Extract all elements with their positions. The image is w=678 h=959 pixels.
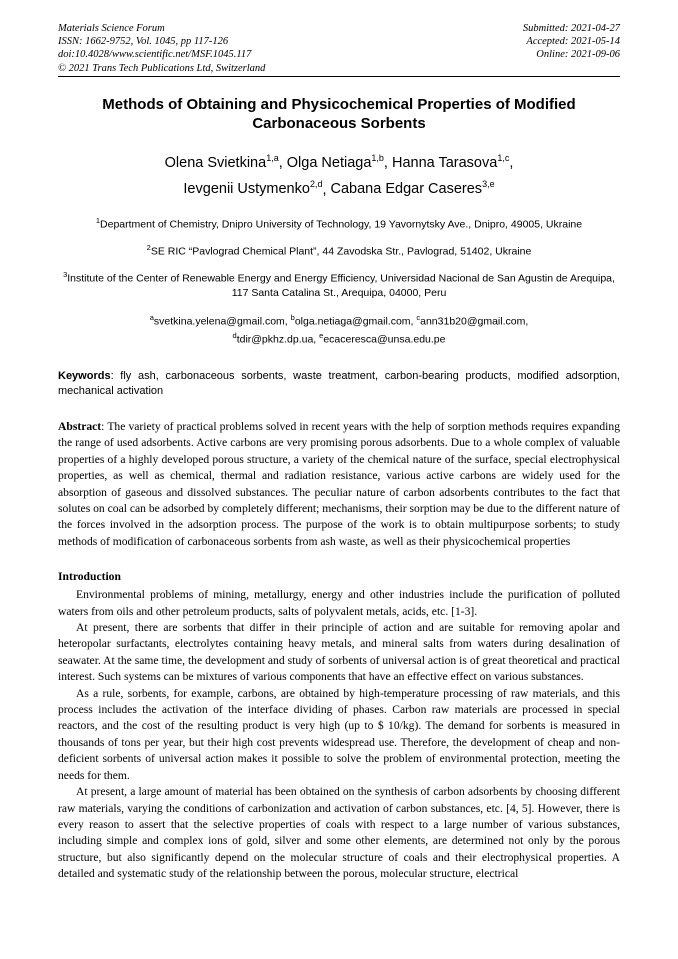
author-affiliation-marker: 1,c [497,152,510,163]
email-marker: d [232,330,237,340]
email-address[interactable]: svetkina.yelena@gmail.com, [153,315,288,328]
author [331,181,495,197]
accepted-date: Accepted: 2021-05-14 [526,36,620,48]
affiliation-marker: 3 [63,270,68,280]
author-separator: , [509,154,514,171]
author-separator: , [322,181,331,198]
introduction-heading: Introduction [58,570,121,584]
email-address[interactable]: tdir@pkhz.dp.ua, [236,333,317,346]
introduction-paragraph: At present, there are sorbents that differ in their principle of action and are suitable for removing apolar and heteropolar surfactants, electrolytes containing heavy metals, and mineral salts from waters during desalination of seawater. At the same time, the development and study of sorbents of universal action is of great theoretical and practical interest. Such systems can be mixtures of various components that have an effective effect on various substances. [58,621,620,684]
email-line-1 [58,311,620,329]
email-marker: c [416,312,421,322]
author-list [58,147,620,201]
author [286,152,384,171]
author-affiliation-marker: 1,a [266,152,279,163]
affiliation-text: SE RIC “Pavlograd Chemical Plant”, 44 Zavodska Str., Pavlograd, 51402, Ukraine [150,245,532,258]
journal-header-left [58,22,265,75]
author-name: Olena Svietkina [164,154,267,171]
affiliation-text: Department of Chemistry, Dnipro University of Technology, 19 Yavornytsky Ave., Dnipro, 49005, Ukraine [100,218,583,231]
affiliation-list [58,214,620,301]
online-date: Online: 2021-09-06 [536,49,620,61]
journal-doi: doi:10.4028/www.scientific.net/MSF.1045.117 [58,49,252,61]
journal-issn-volume: ISSN: 1662-9752, Vol. 1045, pp 117-126 [58,36,229,48]
journal-copyright: © 2021 Trans Tech Publications Ltd, Switzerland [58,62,266,74]
author-affiliation-marker: 1,b [371,152,384,163]
author-line-2 [58,174,620,201]
abstract-text: : The variety of practical problems solved in recent years with the help of sorption methods requires expanding the range of used adsorbents. Active carbons are very promising porous adsorbents. Due to a whole complex of valuable properties of a highly developed porous structure, a variety of the chemical nature of the surface, special electrophysical properties, as well as chemical, thermal and radiation resistance, various active carbons are widely used for the absorption of gaseous and dissolved substances. The peculiar nature of carbon adsorbents contributes to the fact that solutes on coal can be adsorbed by completely different; mechanisms, their sorption may be due to the different nature of the forces involved in the adsorption process. The purpose of the work is to obtain multipurpose sorbents; to study methods of modification of carbonaceous sorbents from ash waste, as well as their physicochemical properties [58,419,620,548]
abstract-label: Abstract [58,419,102,433]
abstract-section [58,419,620,550]
affiliation [58,214,620,232]
journal-header [58,22,620,77]
affiliation-text: Institute of the Center of Renewable Energy and Energy Efficiency, Universidad Nacional de San Agustin de Arequipa, 117 Santa Catalina St., Arequipa, 04000, Peru [67,272,615,300]
author-name: Cabana Edgar Caseres [330,181,483,198]
author-separator: , [278,154,287,171]
keywords-text: : fly ash, carbonaceous sorbents, waste treatment, carbon-bearing products, modified adsorption, mechanical activation [58,369,620,397]
email-list [58,311,620,347]
author-affiliation-marker: 3,e [482,179,495,190]
email-marker: e [319,330,324,340]
submitted-date: Submitted: 2021-04-27 [522,23,620,34]
keywords-section [58,369,620,399]
author-separator: , [383,154,392,171]
introduction-paragraph: Environmental problems of mining, metallurgy, energy and other industries include the purification of polluted waters from oils and other petroleum products, salts of polyvalent metals, acids, etc. [1-3]. [58,588,620,618]
author [391,152,510,171]
email-line-2 [58,329,620,347]
introduction-paragraph: As a rule, sorbents, for example, carbons, are obtained by high-temperature processing of raw materials, and this process includes the activation of the interface dividing of phases. Carbon raw materials are processed in special reactors, and the cost of the resulting product is very high (up to $ 10/kg). The demand for sorbents is measured in thousands of tons per year, but their high cost prevents widespread use. Therefore, the development of cheap and non-deficient sorbents of universal action makes it possible to solve the problem of environmental protection, meeting the needs for them. [58,686,620,782]
author-name: Ievgenii Ustymenko [183,181,310,198]
email-address[interactable]: olga.netiaga@gmail.com, [294,315,414,328]
affiliation [58,241,620,259]
author-name: Olga Netiaga [286,154,372,171]
email-marker: a [149,312,154,322]
author-affiliation-marker: 2,d [309,179,323,190]
journal-header-right [523,22,620,62]
author-line-1 [58,147,620,174]
journal-name: Materials Science Forum [58,23,165,34]
page-title: Methods of Obtaining and Physicochemical Properties of Modified Carbonaceous Sorbents [102,95,576,132]
email-address[interactable]: ann31b20@gmail.com, [420,315,529,328]
affiliation-marker: 2 [146,243,151,253]
affiliation-marker: 1 [95,216,101,226]
introduction-paragraph: At present, a large amount of material has been obtained on the synthesis of carbon adsorbents by choosing different raw materials, varying the conditions of carbonization and activation of carbon substances, etc. [4, 5]. However, there is every reason to assert that the selective properties of coals with respect to a large number of various substances, including simple and complex ions of gold, silver and some other elements, are determined not only by the porous structure, but also significantly depend on the molecular structure of coals and their electrophysical properties. A detailed and systematic study of the relationship between the porous, molecular structure, electrical [58,785,620,881]
keywords-label: Keywords [58,369,111,382]
affiliation [58,268,620,301]
author-name: Hanna Tarasova [391,154,498,171]
email-address[interactable]: ecaceresca@unsa.edu.pe [323,333,446,346]
email-marker: b [290,312,295,322]
author [164,152,279,171]
author [183,181,322,197]
